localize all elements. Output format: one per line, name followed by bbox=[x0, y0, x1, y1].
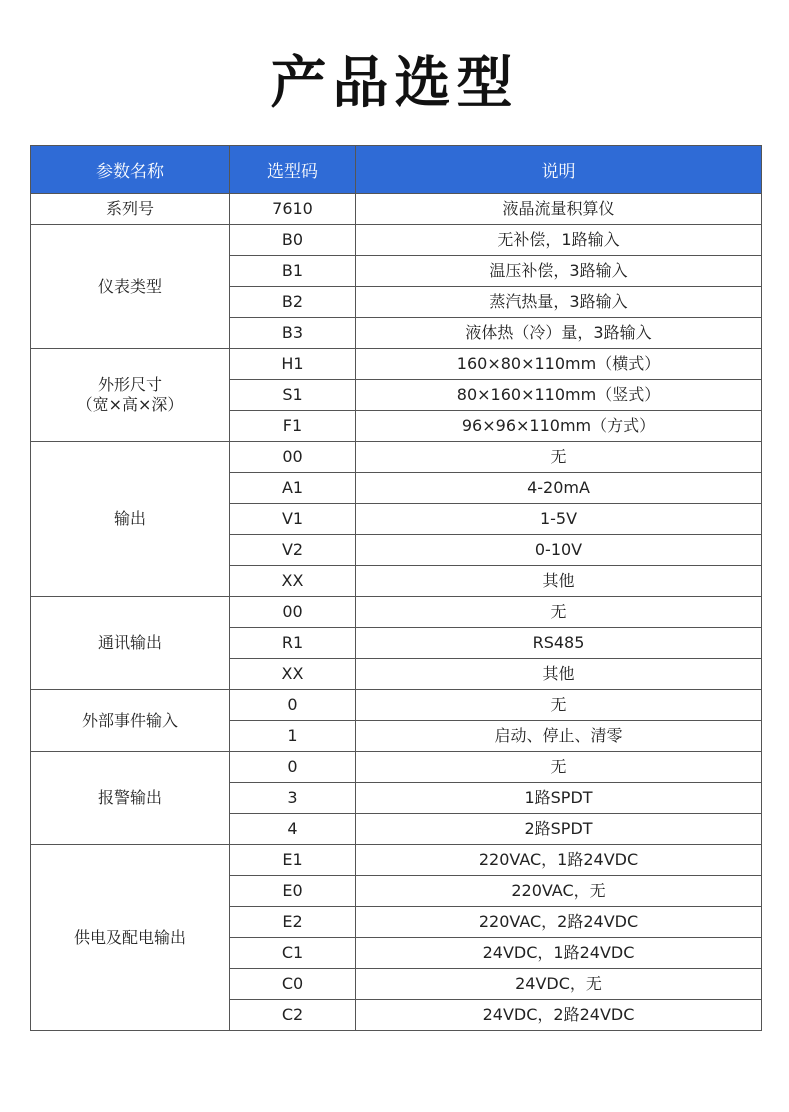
selection-code-cell: C1 bbox=[230, 938, 356, 969]
param-name-text: 输出 bbox=[113, 509, 146, 528]
description-cell: 160×80×110mm（横式） bbox=[356, 349, 762, 380]
table-row bbox=[31, 194, 762, 225]
selection-code-cell: S1 bbox=[230, 380, 356, 411]
description-cell: 其他 bbox=[356, 566, 762, 597]
selection-code-cell: 3 bbox=[230, 783, 356, 814]
description-cell: 24VDC，2路24VDC bbox=[356, 1000, 762, 1031]
header-param-name: 参数名称 bbox=[31, 146, 230, 194]
description-cell: RS485 bbox=[356, 628, 762, 659]
selection-code-cell: 00 bbox=[230, 442, 356, 473]
table-row bbox=[31, 225, 762, 256]
param-name-cell bbox=[31, 349, 230, 442]
product-selection-table bbox=[30, 145, 762, 1031]
description-cell: 220VAC，2路24VDC bbox=[356, 907, 762, 938]
selection-code-cell: C0 bbox=[230, 969, 356, 1000]
description-cell: 液晶流量积算仪 bbox=[356, 194, 762, 225]
selection-code-cell: 1 bbox=[230, 721, 356, 752]
selection-code-cell: R1 bbox=[230, 628, 356, 659]
table-row bbox=[31, 690, 762, 721]
param-name-cell bbox=[31, 597, 230, 690]
description-cell: 蒸汽热量，3路输入 bbox=[356, 287, 762, 318]
selection-code-cell: A1 bbox=[230, 473, 356, 504]
selection-code-cell: V1 bbox=[230, 504, 356, 535]
selection-code-cell: B3 bbox=[230, 318, 356, 349]
description-cell: 96×96×110mm（方式） bbox=[356, 411, 762, 442]
selection-code-cell: C2 bbox=[230, 1000, 356, 1031]
param-name-cell bbox=[31, 442, 230, 597]
param-name-text: 通讯输出 bbox=[97, 633, 162, 652]
selection-code-cell: 0 bbox=[230, 690, 356, 721]
selection-code-cell: 7610 bbox=[230, 194, 356, 225]
table-header-row bbox=[31, 146, 762, 194]
selection-code-cell: F1 bbox=[230, 411, 356, 442]
description-cell: 24VDC，无 bbox=[356, 969, 762, 1000]
selection-code-cell: E1 bbox=[230, 845, 356, 876]
param-name-text: 外部事件输入 bbox=[81, 710, 178, 730]
table-row bbox=[31, 442, 762, 473]
description-cell: 24VDC，1路24VDC bbox=[356, 938, 762, 969]
selection-code-cell: XX bbox=[230, 659, 356, 690]
selection-code-cell: 4 bbox=[230, 814, 356, 845]
param-name-cell bbox=[31, 845, 230, 1031]
table-row bbox=[31, 349, 762, 380]
description-cell: 2路SPDT bbox=[356, 814, 762, 845]
selection-code-cell: B1 bbox=[230, 256, 356, 287]
param-name-text: 供电及配电输出 bbox=[73, 927, 186, 947]
description-cell: 温压补偿，3路输入 bbox=[356, 256, 762, 287]
page-title: 产品选型 bbox=[270, 51, 519, 116]
description-cell: 无 bbox=[356, 690, 762, 721]
description-cell: 无 bbox=[356, 442, 762, 473]
description-cell: 220VAC，无 bbox=[356, 876, 762, 907]
selection-code-cell: 0 bbox=[230, 752, 356, 783]
param-name-text: 仪表类型 bbox=[97, 276, 162, 296]
description-cell: 无补偿，1路输入 bbox=[356, 225, 762, 256]
description-cell: 启动、停止、清零 bbox=[356, 721, 762, 752]
selection-code-cell: E2 bbox=[230, 907, 356, 938]
param-name-cell bbox=[31, 690, 230, 752]
description-cell: 80×160×110mm（竖式） bbox=[356, 380, 762, 411]
selection-code-cell: E0 bbox=[230, 876, 356, 907]
table-row bbox=[31, 845, 762, 876]
description-cell: 无 bbox=[356, 752, 762, 783]
param-name-text: 系列号 bbox=[105, 199, 154, 218]
description-cell: 液体热（冷）量，3路输入 bbox=[356, 318, 762, 349]
selection-code-cell: XX bbox=[230, 566, 356, 597]
table-row bbox=[31, 597, 762, 628]
selection-code-cell: H1 bbox=[230, 349, 356, 380]
description-cell: 1-5V bbox=[356, 504, 762, 535]
selection-code-cell: B0 bbox=[230, 225, 356, 256]
param-name-cell bbox=[31, 194, 230, 225]
selection-code-cell: V2 bbox=[230, 535, 356, 566]
description-cell: 0-10V bbox=[356, 535, 762, 566]
param-name-text: （宽×高×深） bbox=[76, 395, 184, 414]
description-cell: 1路SPDT bbox=[356, 783, 762, 814]
description-cell: 4-20mA bbox=[356, 473, 762, 504]
header-selection-code: 选型码 bbox=[230, 146, 356, 194]
header-description: 说明 bbox=[356, 146, 762, 194]
selection-code-cell: B2 bbox=[230, 287, 356, 318]
table-row bbox=[31, 752, 762, 783]
param-name-cell bbox=[31, 225, 230, 349]
description-cell: 220VAC，1路24VDC bbox=[356, 845, 762, 876]
param-name-text: 报警输出 bbox=[97, 788, 162, 807]
param-name-text: 外形尺寸 bbox=[97, 375, 162, 394]
table-body bbox=[31, 194, 762, 1031]
param-name-cell bbox=[31, 752, 230, 845]
selection-code-cell: 00 bbox=[230, 597, 356, 628]
description-cell: 其他 bbox=[356, 659, 762, 690]
description-cell: 无 bbox=[356, 597, 762, 628]
